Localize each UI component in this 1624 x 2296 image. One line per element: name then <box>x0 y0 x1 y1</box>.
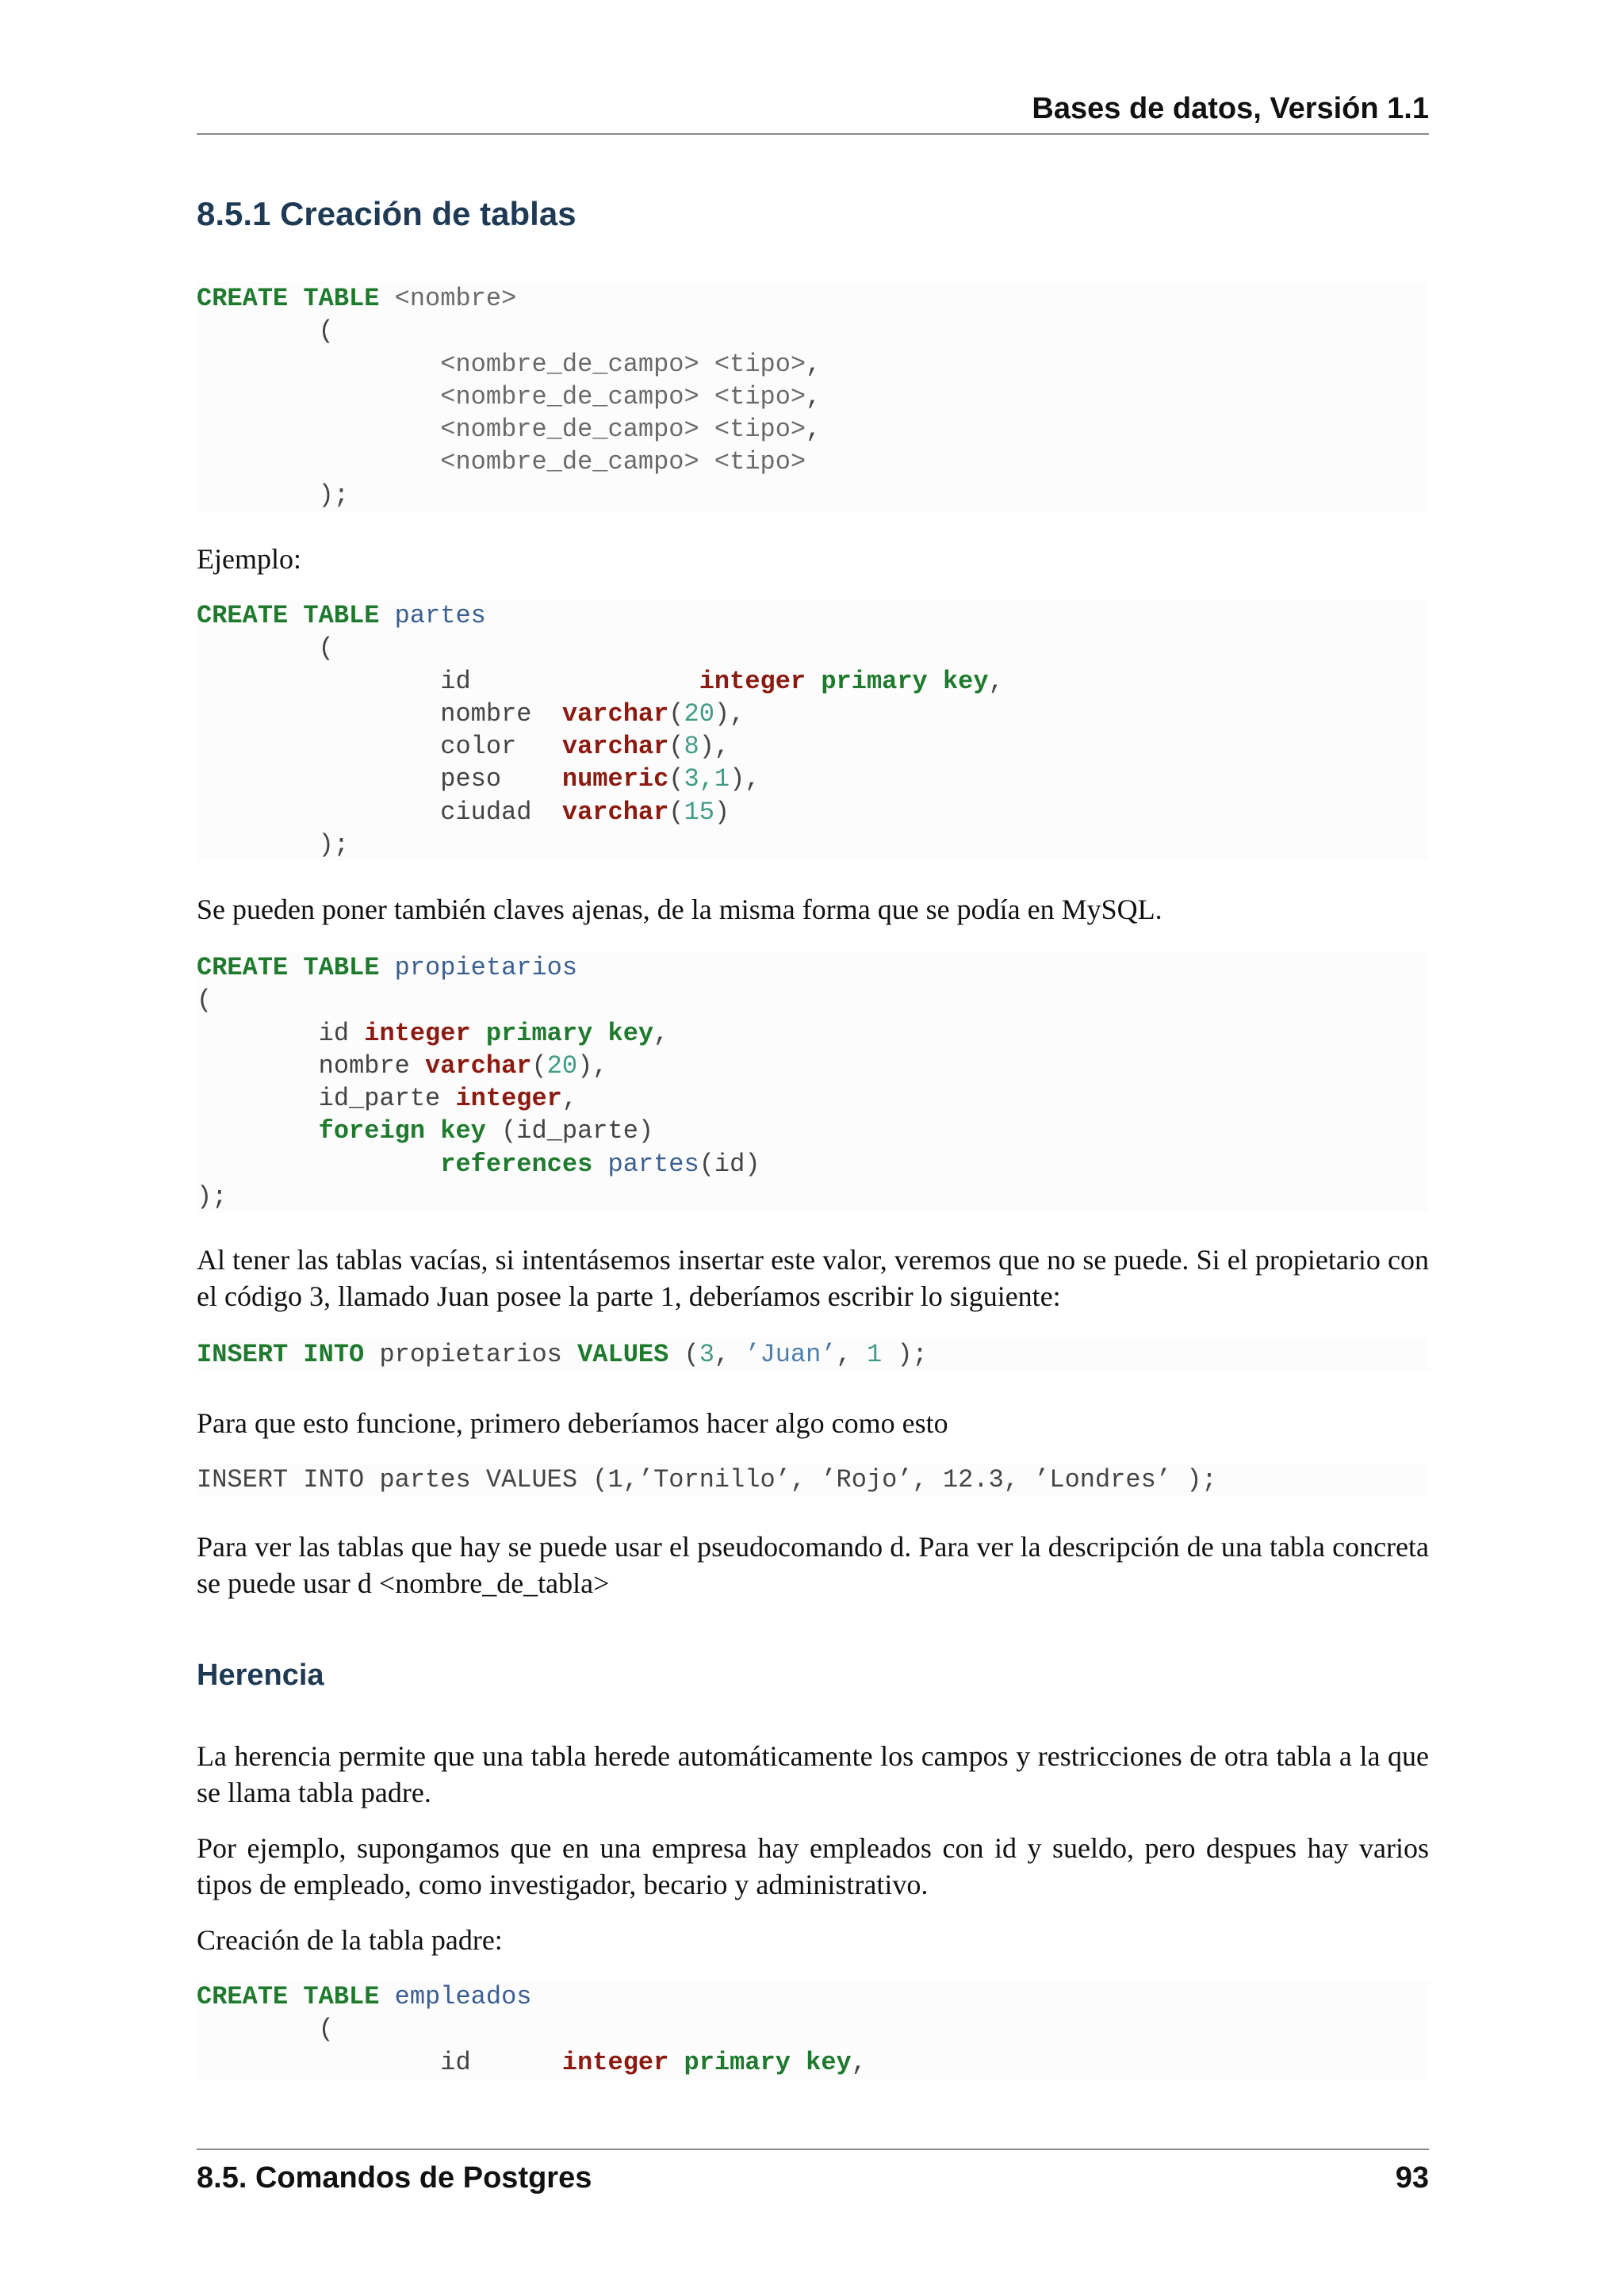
paragraph-para-que-funcione: Para que esto funcione, primero deberíamos hacer algo como esto <box>197 1407 948 1439</box>
code-keyword: primary key <box>821 666 989 696</box>
code-punct: , <box>806 349 822 379</box>
code-type: integer <box>364 1018 471 1048</box>
code-placeholder: <nombre> <box>394 284 517 313</box>
code-type: integer <box>561 2047 669 2077</box>
code-table-name: partes <box>394 601 486 630</box>
code-placeholder: <tipo> <box>714 415 806 445</box>
code-paren: ( <box>318 2015 334 2045</box>
code-number: 3,1 <box>684 764 730 794</box>
code-column: nombre <box>440 698 532 729</box>
code-type: integer <box>455 1084 562 1114</box>
code-placeholder: <nombre_de_campo> <box>440 447 699 477</box>
code-table-name: propietarios <box>394 953 578 982</box>
section-heading: 8.5.1 Creación de tablas <box>197 195 576 232</box>
code-block-create-partes: CREATE TABLE partes ( id integer primary key, nombre varchar(20), color varchar(8), peso numeric(3,1), ciudad varchar(15) ); <box>197 599 1429 861</box>
code-column: id <box>440 2047 471 2077</box>
code-number: 15 <box>684 797 714 827</box>
code-placeholder: <nombre_de_campo> <box>440 381 699 411</box>
code-type: numeric <box>561 764 669 794</box>
code-punct: , <box>806 381 822 411</box>
code-number: 1 <box>866 1340 883 1369</box>
code-placeholder: <nombre_de_campo> <box>440 349 699 379</box>
paragraph-tablas-vacias: Al tener las tablas vacías, si intentásemos insertar este valor, veremos que no se puede. Si el propietario con el código 3, llamado Juan posee la parte 1, deberíamos escribir lo siguiente: <box>197 1244 1429 1312</box>
code-paren: ); <box>318 830 350 860</box>
page-footer <box>197 2149 1429 2198</box>
code-keyword: foreign key <box>318 1116 486 1146</box>
code-string: ’Juan’ <box>745 1340 837 1369</box>
code-keyword: primary key <box>684 2047 852 2077</box>
code-table-name: propietarios <box>379 1340 562 1369</box>
code-block-create-table-template <box>197 282 1429 511</box>
code-paren: ); <box>318 480 350 510</box>
code-keyword: references <box>440 1149 593 1179</box>
code-type: varchar <box>561 797 669 827</box>
code-block-create-propietarios: CREATE TABLE propietarios ( id integer primary key, nombre varchar(20), id_parte integer, foreign key (id_parte) references partes(id) ); <box>197 951 1429 1213</box>
footer-section: 8.5. Comandos de Postgres <box>197 2161 592 2195</box>
code-column: nombre <box>318 1050 410 1081</box>
code-block-create-empleados <box>197 1980 1429 2079</box>
code-type: varchar <box>425 1050 532 1081</box>
code-paren: ( <box>197 985 213 1016</box>
paragraph-herencia-definicion: La herencia permite que una tabla herede automáticamente los campos y restricciones de otra tabla a la que se llama tabla padre. <box>197 1740 1429 1808</box>
code-number: 8 <box>684 732 699 762</box>
code-keyword: INSERT INTO <box>197 1340 365 1369</box>
code-block-insert-partes: INSERT INTO partes VALUES (1,’Tornillo’, ’Rojo’, 12.3, ’Londres’ ); <box>197 1464 1429 1496</box>
code-number: 3 <box>699 1340 714 1369</box>
code-column: id_parte <box>318 1084 441 1114</box>
code-column: id <box>440 666 471 696</box>
document-title: Bases de datos, Versión 1.1 <box>1032 92 1429 125</box>
code-placeholder: <tipo> <box>714 447 806 477</box>
code-punct: , <box>806 415 822 445</box>
code-placeholder: <tipo> <box>714 349 806 379</box>
code-table-name: empleados <box>394 1982 532 2011</box>
code-keyword: CREATE TABLE <box>197 1982 380 2011</box>
paragraph-herencia-ejemplo: Por ejemplo, supongamos que en una empresa hay empleados con id y sueldo, pero despues hay varios tipos de empleado, como investigador, becario y administrativo. <box>197 1832 1429 1900</box>
code-block-insert-propietarios: INSERT INTO propietarios VALUES (3, ’Juan’, 1 ); <box>197 1338 1429 1371</box>
code-keyword: CREATE TABLE <box>197 953 380 982</box>
code-placeholder: <tipo> <box>714 381 806 411</box>
paragraph-ejemplo: Ejemplo: <box>197 543 301 575</box>
code-number: 20 <box>684 698 714 729</box>
code-column: id <box>318 1018 350 1048</box>
code-paren: ); <box>197 1182 228 1212</box>
code-type: varchar <box>561 698 669 729</box>
subsection-heading: Herencia <box>197 1659 324 1692</box>
code-punct: , <box>851 2047 867 2077</box>
code-keyword: CREATE TABLE <box>197 601 380 630</box>
code-placeholder: <nombre_de_campo> <box>440 415 699 445</box>
code-keyword: CREATE TABLE <box>197 284 380 313</box>
code-paren: ( <box>318 316 334 346</box>
paragraph-tabla-padre: Creación de la tabla padre: <box>197 1924 503 1956</box>
code-text: (id_parte) <box>501 1116 654 1146</box>
code-keyword: primary key <box>485 1018 654 1048</box>
paragraph-claves-ajenas: Se pueden poner también claves ajenas, de la misma forma que se podía en MySQL. <box>197 894 1162 925</box>
code-text: (id) <box>699 1149 760 1179</box>
code-keyword: VALUES <box>577 1340 669 1369</box>
page-number: 93 <box>1395 2161 1429 2195</box>
code-column: color <box>440 732 517 762</box>
code-punct: , <box>988 666 1004 696</box>
code-column: peso <box>440 764 502 794</box>
page-header <box>197 89 1429 135</box>
code-paren: ( <box>318 633 334 664</box>
code-type: integer <box>699 666 806 696</box>
code-type: varchar <box>561 732 669 762</box>
code-table-name: partes <box>607 1149 699 1179</box>
code-number: 20 <box>546 1050 578 1081</box>
code-column: ciudad <box>440 797 532 827</box>
paragraph-ver-tablas: Para ver las tablas que hay se puede usar el pseudocomando d. Para ver la descripción de una tabla concreta se puede usar d <nombre_de_tabla> <box>197 1531 1429 1599</box>
